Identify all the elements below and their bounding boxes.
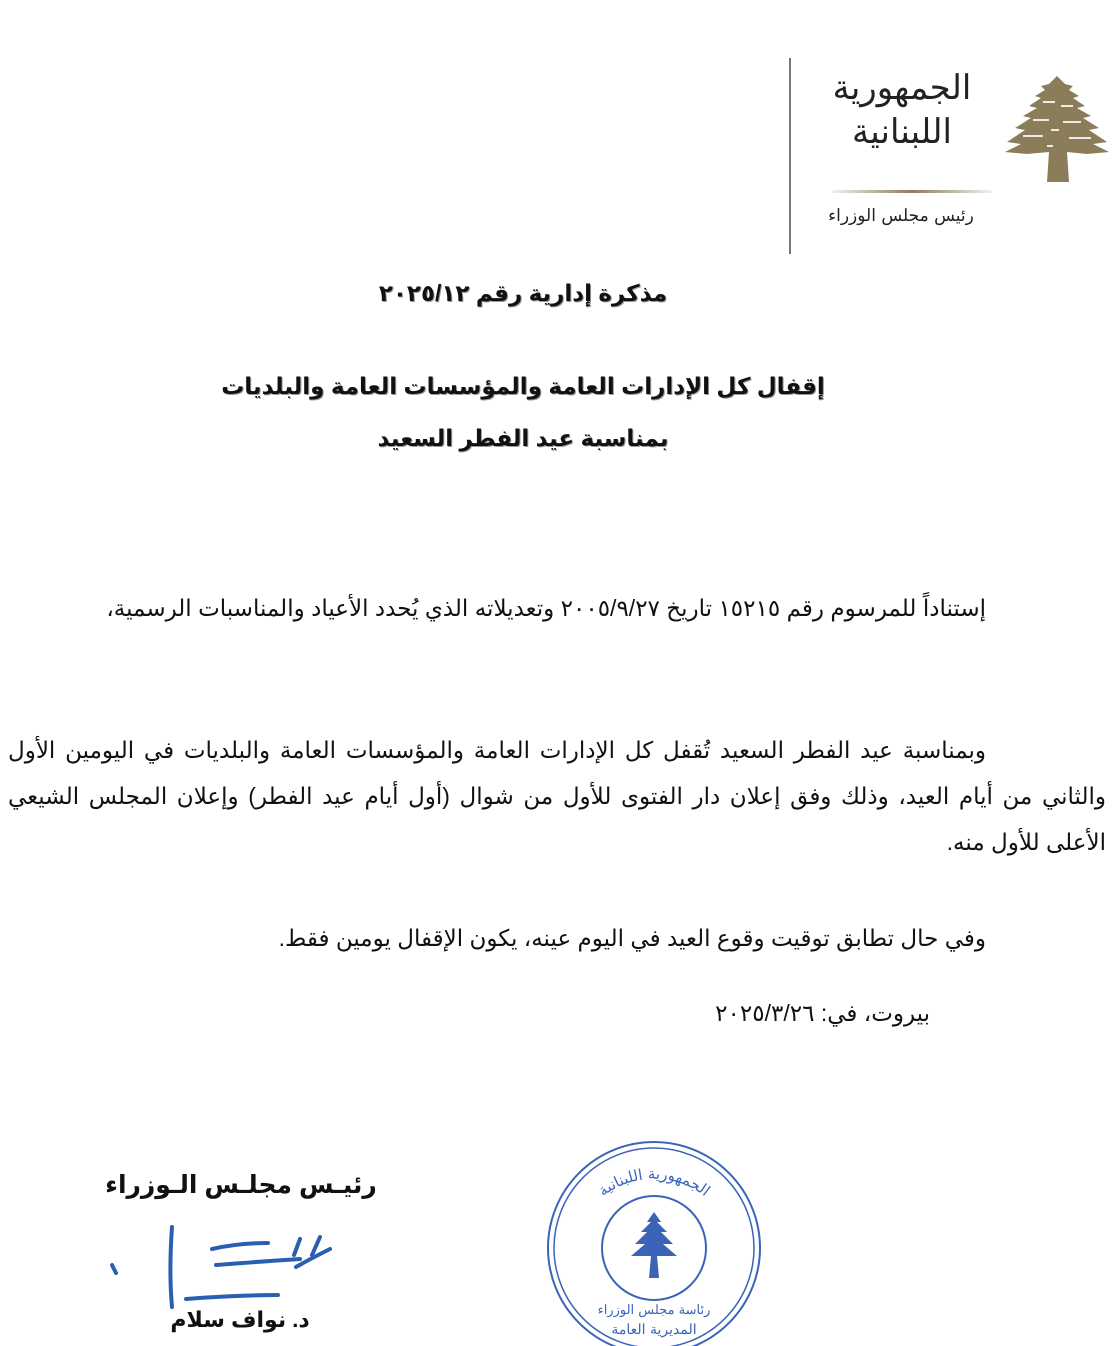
official-stamp [543, 1136, 765, 1346]
letterhead-title-line-2: اللبنانية [852, 112, 952, 152]
date-line: بيروت، في: ٢٠٢٥/٣/٢٦ [715, 1000, 930, 1026]
handwritten-signature [100, 1225, 340, 1315]
memo-subject [0, 360, 1116, 464]
letterhead-divider [832, 190, 992, 193]
memo-number: مذكرة إدارية رقم ٢٠٢٥/١٢ [378, 280, 668, 306]
signatory-title: رئيـس مجلـس الـوزراء [105, 1171, 377, 1199]
letterhead-subtitle: رئيس مجلس الوزراء [828, 206, 974, 226]
memo-subject-line-1: إقفال كل الإدارات العامة والمؤسسات العامة والبلديات [221, 373, 825, 399]
letterhead-title [812, 66, 992, 154]
stamp-outer-text: الجمهورية اللبنانية [594, 1164, 714, 1200]
stamp-inner-text: رئاسة مجلس الوزراء [597, 1303, 711, 1318]
body-paragraph-2: وبمناسبة عيد الفطر السعيد تُقفل كل الإدارات العامة والمؤسسات العامة والبلديات في اليومين الأول والثاني من أيام العيد، وذلك وفق إعلان دار الفتوى للأول من شوال (أول أيام عيد الفطر) وإعلان المجلس الشيعي الأعلى للأول منه. [8, 737, 1106, 855]
body-paragraph-3: وفي حال تطابق توقيت وقوع العيد في اليوم عينه، يكون الإقفال يومين فقط. [278, 925, 986, 951]
stamp-bottom-text: المديرية العامة [611, 1322, 697, 1338]
body-paragraph-1: إستناداً للمرسوم رقم ١٥٢١٥ تاريخ ٢٠٠٥/٩/٢٧ وتعديلاته الذي يُحدد الأعياد والمناسبات الرسمية، [106, 595, 986, 621]
letterhead-divider-vertical [789, 58, 791, 254]
cedar-icon [1003, 72, 1111, 190]
memo-subject-line-2: بمناسبة عيد الفطر السعيد [377, 425, 669, 451]
signatory-name: د. نواف سلام [170, 1307, 310, 1332]
letterhead-title-line-1: الجمهورية [832, 68, 972, 108]
